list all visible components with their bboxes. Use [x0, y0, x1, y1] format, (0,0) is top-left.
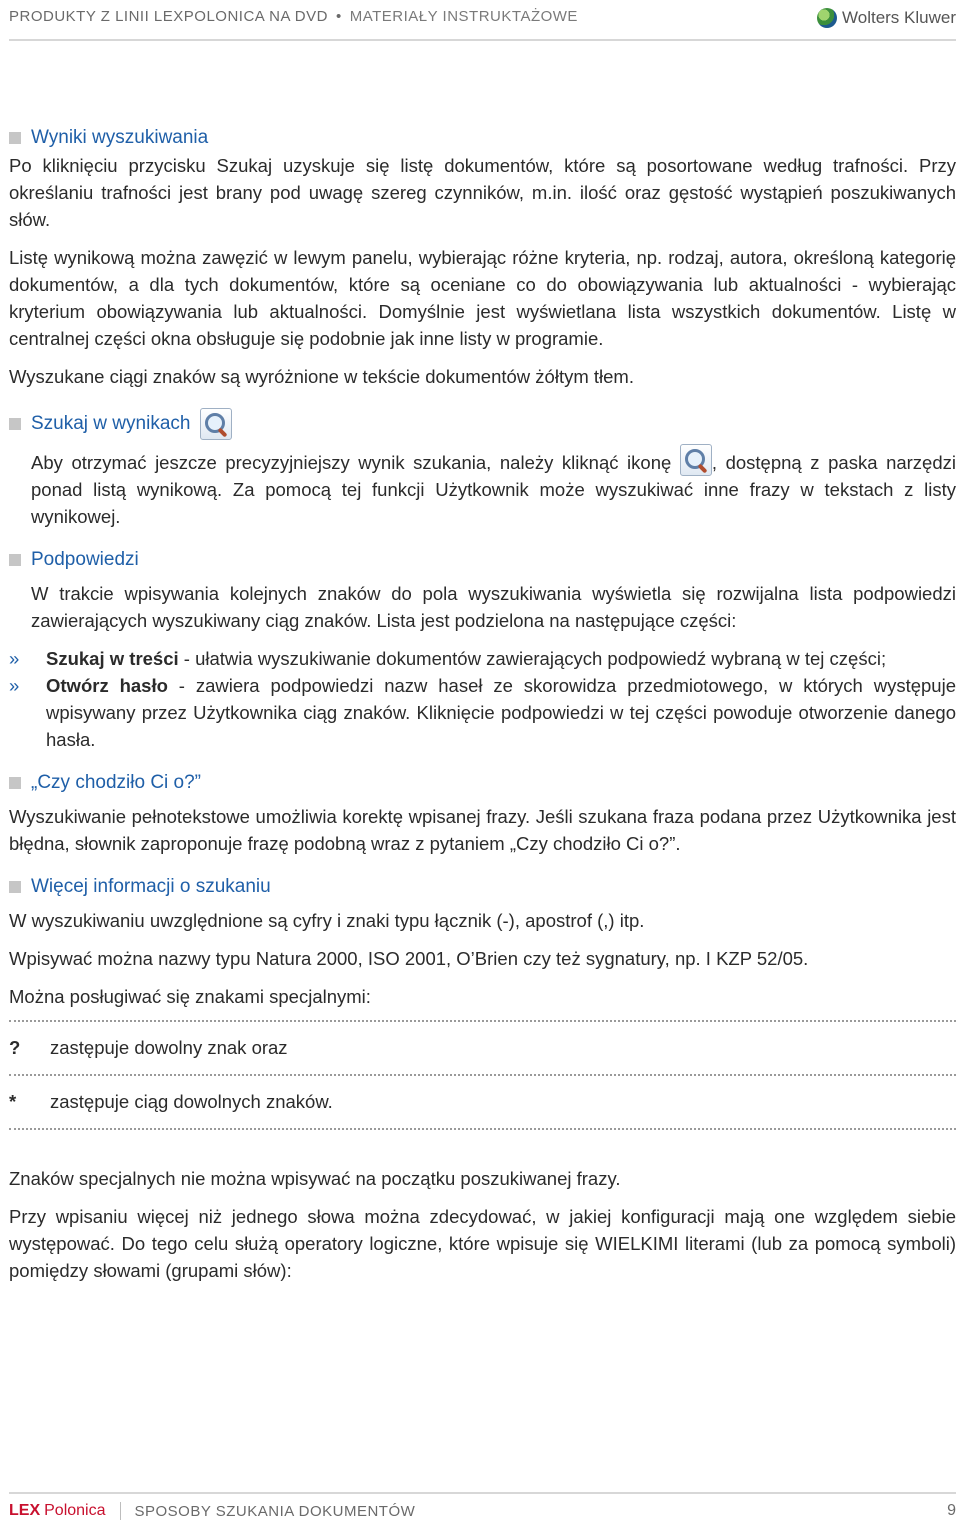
list-item-desc: - ułatwia wyszukiwanie dokumentów zawierających podpowiedź wybraną w tej części; — [178, 648, 887, 669]
search-in-results-paragraph — [9, 444, 956, 530]
square-bullet-icon — [9, 132, 21, 144]
list-item — [9, 645, 956, 672]
footer-polonica: Polonica — [44, 1502, 106, 1519]
square-bullet-icon — [9, 881, 21, 893]
wolters-kluwer-logo-icon — [817, 8, 837, 28]
section-title-text: Wyniki wyszukiwania — [31, 127, 209, 148]
paragraph-text-before: Aby otrzymać jeszcze precyzyjniejszy wynik szukania, należy kliknąć ikonę — [31, 452, 672, 473]
search-in-results-icon — [680, 444, 712, 476]
square-bullet-icon — [9, 418, 21, 430]
hints-paragraph: W trakcie wpisywania kolejnych znaków do pola wyszukiwania wyświetla się rozwijalna lista podpowiedzi zawierających wyszukiwany ciąg znaków. Lista jest podzielona na następujące części: — [31, 583, 956, 631]
page-header — [9, 8, 956, 40]
section-title-search-in-results — [9, 406, 956, 442]
section-title-did-you-mean — [9, 769, 956, 797]
did-you-mean-paragraph: Wyszukiwanie pełnotekstowe umożliwia korektę wpisanej frazy. Jeśli szukana fraza podana przez Użytkownika jest błędna, słownik zaproponuje frazę podobną wraz z pytaniem „Czy chodziło Ci o?”. — [9, 806, 956, 854]
list-item — [9, 672, 956, 753]
section-title-text: „Czy chodziło Ci o?” — [31, 772, 201, 793]
special-char-symbol: ? — [9, 1037, 21, 1058]
more-info-paragraph-3: Można posługiwać się znakami specjalnymi: — [9, 983, 956, 1022]
square-bullet-icon — [9, 554, 21, 566]
section-title-more-info — [9, 873, 956, 901]
footer-lex: LEX — [9, 1502, 41, 1519]
brand-name: Wolters Kluwer — [842, 8, 956, 27]
more-info-paragraph-1: W wyszukiwaniu uwzględnione są cyfry i znaki typu łącznik (-), apostrof (,) itp. — [9, 910, 645, 931]
results-paragraph-2: Listę wynikową można zawęzić w lewym panelu, wybierając różne kryteria, np. rodzaj, autora, określoną kategorię dokumentów, a dla tych dokumentów, które są oceniane co do obowiązywania lub aktualności - wybierając kryterium obowiązywania lub aktualności. Domyślnie jest wyświetlana lista wszystkich dokumentów. Listę w centralnej części okna obsługuje się podobnie jak inne listy w programie. — [9, 247, 956, 349]
header-title — [9, 8, 578, 25]
section-title-results — [9, 124, 956, 152]
results-paragraph-3: Wyszukane ciągi znaków są wyróżnione w tekście dokumentów żółtym tłem. — [9, 366, 634, 387]
page-number: 9 — [947, 1502, 956, 1519]
more-info-paragraph-4: Znaków specjalnych nie można wpisywać na początku poszukiwanej frazy. — [9, 1168, 621, 1189]
header-divider — [9, 39, 956, 41]
main-content — [9, 124, 956, 1284]
header-product: PRODUKTY Z LINII LEXPOLONICA NA DVD — [9, 8, 328, 25]
brand — [817, 8, 956, 28]
bullet-mark: » — [9, 648, 20, 669]
section-title-text: Więcej informacji o szukaniu — [31, 876, 271, 897]
special-char-row — [9, 1022, 956, 1076]
page-footer — [9, 1492, 956, 1524]
special-char-desc: zastępuje dowolny znak oraz — [50, 1037, 288, 1058]
section-title-text: Podpowiedzi — [31, 549, 139, 570]
list-item-term: Otwórz hasło — [46, 675, 168, 696]
hints-list — [9, 645, 956, 753]
list-item-term: Szukaj w treści — [46, 648, 179, 669]
special-char-desc: zastępuje ciąg dowolnych znaków. — [50, 1091, 333, 1112]
section-title-text: Szukaj w wynikach — [31, 413, 191, 434]
header-separator: • — [335, 8, 342, 25]
more-info-paragraph-2: Wpisywać można nazwy typu Natura 2000, ISO 2001, O’Brien czy też sygnatury, np. I KZP 52/05. — [9, 948, 809, 969]
results-paragraph-1: Po kliknięciu przycisku Szukaj uzyskuje się listę dokumentów, które są posortowane według trafności. Przy określaniu trafności jest brany pod uwagę szereg czynników, m.in. ilość oraz gęstość wystąpień poszukiwanych słów. — [9, 155, 956, 230]
list-item-desc: - zawiera podpowiedzi nazw haseł ze skorowidza przedmiotowego, w których występuje wpisywany przez Użytkownika ciąg znaków. Kliknięcie podpowiedzi w tej części powoduje otworzenie danego hasła. — [46, 675, 956, 750]
footer-divider — [120, 1502, 121, 1520]
search-in-results-icon — [200, 408, 232, 440]
section-title-hints — [9, 546, 956, 574]
special-char-symbol: * — [9, 1091, 17, 1112]
more-info-paragraph-5: Przy wpisaniu więcej niż jednego słowa można zdecydować, w jakiej konfiguracji mają one względem siebie występować. Do tego celu służą operatory logiczne, które wpisuje się WIELKIMI literami (lub za pomocą symboli) pomiędzy słowami (grupami słów): — [9, 1206, 956, 1281]
header-subtitle: MATERIAŁY INSTRUKTAŻOWE — [349, 8, 578, 25]
paragraph-text-after: , dostępną z paska narzędzi ponad listą wynikową. Za pomocą tej funkcji Użytkownik może wyszukiwać inne frazy w tekstach z listy wynikowej. — [31, 452, 956, 527]
footer-section: SPOSOBY SZUKANIA DOKUMENTÓW — [134, 1502, 416, 1520]
footer-left — [9, 1502, 415, 1520]
square-bullet-icon — [9, 777, 21, 789]
bullet-mark: » — [9, 675, 20, 696]
special-char-row — [9, 1076, 956, 1130]
